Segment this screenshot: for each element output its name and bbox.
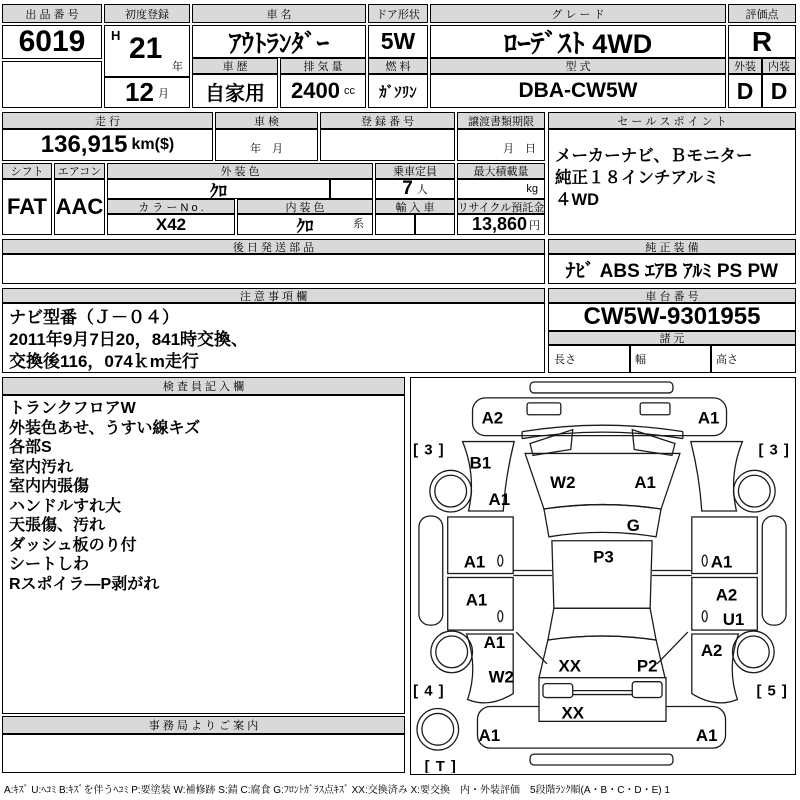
width-cell: 幅 [629,345,712,373]
later-parts-box [2,254,545,284]
shaken-value: 年 月 [215,129,318,161]
damage-code-label: A1 [634,473,656,493]
interior-color-name: ｸﾛ [296,217,314,235]
score-value: R [728,25,796,58]
tire-depth-label: [ T ] [424,758,457,773]
damage-code-label: W2 [488,667,514,687]
exterior-grade-header: 外装 [728,58,762,74]
inspector-notes: トランクフロアW 外装色あせ、うすい線キズ 各部S 室内汚れ 室内内張傷 ハンドルすれ大 天張傷、汚れ ダッシュ板のり付 シートしわ Rスポイラ―P剥がれ [2,395,405,714]
sales-point-header: セ ー ル ス ポ イ ン ト [548,112,796,129]
front-lip [530,382,673,393]
damage-code-label: A1 [488,490,511,510]
later-parts-header: 後 日 発 送 部 品 [2,239,545,254]
interior-color-header: 内 装 色 [237,199,373,214]
rear-lip [530,754,673,765]
fuel-header: 燃 料 [368,58,428,74]
sill-right [762,516,786,625]
displacement-value [280,74,366,108]
mileage-header: 走 行 [2,112,213,129]
displacement-number: 2400 [291,78,340,103]
damage-code-label: U1 [722,610,745,630]
displacement-unit: cc [343,85,355,97]
first-registration-month [104,77,190,108]
aircon-header: エアコン [54,163,105,179]
score-header: 評価点 [728,4,796,23]
interior-color-suffix: 系 [353,218,364,230]
door-handle [498,611,503,622]
door-handle [702,555,707,566]
spare-tire [417,708,459,750]
height-cell: 高さ [710,345,796,373]
month-value: 12 [125,77,154,107]
era-letter: H [111,28,121,43]
year-unit: 年 [172,61,183,73]
car-history-value: 自家用 [192,74,278,108]
windshield [544,505,661,537]
rear-window [548,608,656,640]
damage-code-label: W2 [550,473,576,493]
notes-value: ナビ型番（Ｊ－０４） 2011年9月7日20，841時交換、 交換後116，074ｋm走行 [2,303,545,373]
damage-code-label: A1 [710,552,733,572]
registration-no-header: 登 録 番 号 [320,112,455,129]
equipment-header: 純 正 装 備 [548,239,796,254]
damage-code-label: A2 [700,640,723,660]
exterior-color-value: ｸﾛ [107,179,330,199]
front-bumper [473,398,727,436]
displacement-header: 排 気 量 [280,58,366,74]
tire-depth-label: [ 4 ] [413,683,445,700]
capacity-value [375,179,455,199]
recycle-header: リサイクル預託金 [457,199,545,214]
equipment-value: ﾅﾋﾞ ABS ｴｱB ｱﾙﾐ PS PW [548,254,796,284]
wheel-front-right [733,470,775,512]
office-header: 事 務 局 よ り ご 案 内 [2,716,405,734]
car-diagram-svg [411,378,794,773]
car-history-header: 車 歴 [192,58,278,74]
mileage-number: 136,915 [40,131,128,158]
damage-code-label: P2 [636,656,658,676]
door-handle [498,555,503,566]
auction-no-empty-box [2,61,102,108]
month-unit: 月 [157,87,169,100]
damage-code-label: A1 [697,408,720,428]
length-cell: 長さ [548,345,631,373]
exterior-color-header: 外 装 色 [107,163,373,179]
interior-grade-value: D [762,74,796,108]
auction-no-header: 出 品 番 号 [2,4,102,23]
shift-value: FAT [2,179,52,235]
hood [525,453,680,509]
damage-code-label: A2 [715,585,738,605]
door-shape-header: ドア形状 [368,4,428,23]
car-name-header: 車 名 [192,4,366,23]
color-no-header: カ ラ ー N o . [107,199,235,214]
dimensions-header: 諸 元 [548,331,796,345]
wheel-rear-left [431,631,473,673]
grade-header: グ レ ー ド [430,4,726,23]
color-no-value: X42 [107,214,235,235]
sales-point-value: メーカーナビ、Ｂモニター 純正１８インチアルミ ４WD [548,129,796,235]
exterior-grade-value: D [728,74,762,108]
damage-code-label: XX [561,703,584,723]
office-box [2,734,405,773]
model-code-value: DBA-CW5W [430,74,726,108]
inspector-header: 検 査 員 記 入 欄 [2,377,405,395]
tire-depth-label: [ 3 ] [758,442,790,459]
max-load-header: 最大積載量 [457,163,545,179]
door-shape-value: 5W [368,25,428,58]
chassis-no-header: 車 台 番 号 [548,288,796,303]
damage-code-label: A1 [695,726,718,746]
interior-grade-header: 内装 [762,58,796,74]
front-fender-right [691,442,743,511]
damage-code-label: XX [558,656,582,676]
exterior-color-sub-box [330,179,373,199]
damage-code-legend: A:ｷｽﾞ U:ﾍｺﾐ B:ｷｽﾞを伴うﾍｺﾐ P:要塗装 W:補修跡 S:錆 C:腐食 G:ﾌﾛﾝﾄｶﾞﾗｽ点ｷｽﾞ XX:交換済み X:要交換 内・外装評価 5段階ﾗﾝｸ順(A・B・C・D・E) 1 [4,785,670,796]
transfer-deadline-value: 月 日 [457,129,545,161]
damage-code-label: A2 [481,408,504,428]
import-car-cell-2 [415,214,455,235]
capacity-header: 乗車定員 [375,163,455,179]
car-name-value: ｱｳﾄﾗﾝﾀﾞｰ [192,25,366,58]
auction-no-value: 6019 [2,25,102,59]
damage-code-label: B1 [469,453,492,473]
wheel-front-left [430,470,472,512]
recycle-unit: 円 [529,219,540,232]
tire-depth-label: [ 3 ] [413,442,445,459]
first-registration-header: 初度登録 [104,4,190,23]
registration-no-value [320,129,455,161]
wheel-rear-right [732,631,774,673]
door-handle [702,611,707,622]
model-code-header: 型 式 [430,58,726,74]
damage-code-label: A1 [465,590,488,610]
aircon-value: AAC [54,179,105,235]
fuel-value: ｶﾞｿﾘﾝ [368,74,428,108]
damage-code-label: P3 [593,547,614,567]
chassis-no-value: CW5W-9301955 [548,303,796,331]
recycle-value [457,214,545,235]
max-load-value: kg [457,179,545,199]
damage-code-label: A1 [463,552,486,572]
shift-header: シフト [2,163,52,179]
import-car-cell-1 [375,214,415,235]
first-registration-year [104,25,190,77]
year-value: 21 [129,32,163,65]
interior-color-value [237,214,373,235]
import-car-header: 輸 入 車 [375,199,455,214]
recycle-number: 13,860 [471,214,527,234]
tire-depth-label: [ 5 ] [756,683,788,700]
transfer-deadline-header: 譲渡書類期限 [457,112,545,129]
capacity-unit: 人 [416,184,428,196]
grade-value: ﾛｰﾃﾞｽﾄ 4WD [430,25,726,58]
car-diagram-panel [410,377,796,775]
sill-left [419,516,443,625]
damage-code-label: A1 [483,632,506,652]
mileage-unit: km($) [131,136,175,153]
damage-code-label: G [626,515,640,535]
capacity-number: 7 [402,179,413,199]
damage-code-label: A1 [478,726,501,746]
notes-header: 注 意 事 項 欄 [2,288,545,303]
shaken-header: 車 検 [215,112,318,129]
mileage-value [2,129,213,161]
